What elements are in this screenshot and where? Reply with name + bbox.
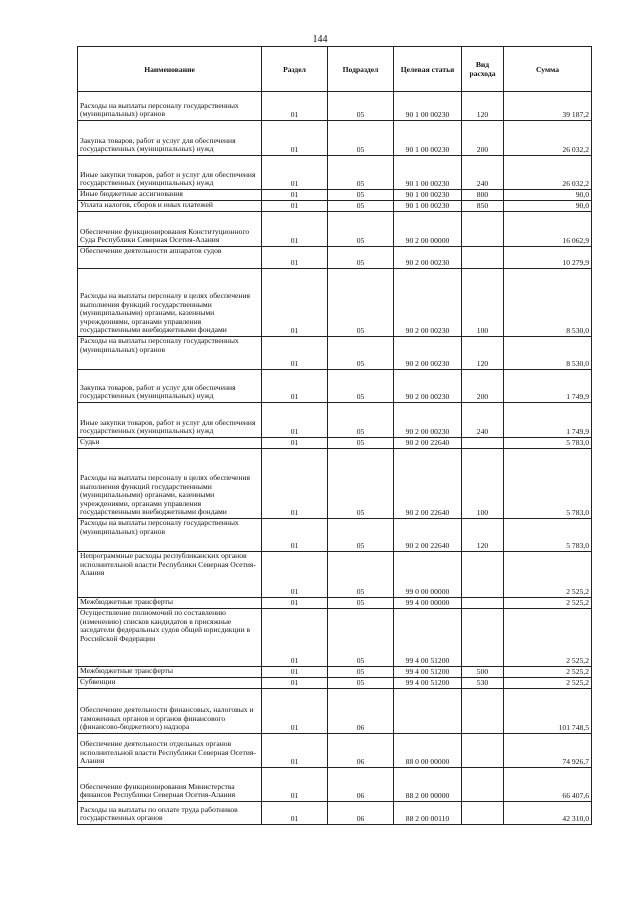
row-expense-type: 240 — [462, 156, 504, 190]
table-row — [78, 552, 592, 598]
row-expense-type — [462, 802, 504, 825]
row-expense-type: 120 — [462, 337, 504, 370]
row-name: Субвенции — [78, 678, 262, 689]
table-row — [78, 519, 592, 552]
row-subsection: 05 — [328, 438, 394, 449]
row-article: 88 0 00 00000 — [394, 734, 462, 768]
row-expense-type: 120 — [462, 92, 504, 121]
row-name: Обеспечение деятельности отдельных органов исполнительной власти Республики Северная Осетия-Алания — [78, 734, 262, 768]
row-name: Обеспечение деятельности аппаратов судов — [78, 247, 262, 269]
row-amount: 8 530,0 — [504, 269, 592, 337]
row-article: 88 2 00 00000 — [394, 768, 462, 802]
row-expense-type: 100 — [462, 449, 504, 519]
header-subsection: Подраздел — [328, 47, 394, 92]
table-header-row — [78, 47, 592, 92]
header-section: Раздел — [262, 47, 328, 92]
row-subsection: 05 — [328, 121, 394, 156]
row-article: 90 2 00 00230 — [394, 403, 462, 438]
table-row — [78, 201, 592, 212]
row-name: Обеспечение деятельности финансовых, налоговых и таможенных органов и органов финансового (финансово-бюджетного) надзора — [78, 689, 262, 734]
row-subsection: 05 — [328, 519, 394, 552]
row-subsection: 05 — [328, 269, 394, 337]
page-number: 144 — [312, 34, 328, 45]
row-name: Закупка товаров, работ и услуг для обеспечения государственных (муниципальных) нужд — [78, 121, 262, 156]
row-amount: 90,0 — [504, 201, 592, 212]
budget-table — [77, 46, 592, 825]
row-subsection: 05 — [328, 370, 394, 403]
row-subsection: 06 — [328, 734, 394, 768]
table-row — [78, 247, 592, 269]
table-row — [78, 802, 592, 825]
row-amount: 10 279,9 — [504, 247, 592, 269]
row-article — [394, 689, 462, 734]
row-subsection: 05 — [328, 201, 394, 212]
row-section: 01 — [262, 247, 328, 269]
row-section: 01 — [262, 734, 328, 768]
row-amount: 42 310,0 — [504, 802, 592, 825]
row-expense-type: 800 — [462, 190, 504, 201]
row-section: 01 — [262, 678, 328, 689]
row-name: Расходы на выплаты персоналу в целях обеспечения выполнения функций государственными (муниципальными) органами, казенными учреждениями, органами управления государственными внебюджетными фондами — [78, 269, 262, 337]
row-section: 01 — [262, 609, 328, 667]
row-expense-type — [462, 689, 504, 734]
row-amount: 26 032,2 — [504, 121, 592, 156]
row-section: 01 — [262, 552, 328, 598]
row-article: 99 4 00 00000 — [394, 598, 462, 609]
row-amount: 66 407,6 — [504, 768, 592, 802]
row-expense-type — [462, 552, 504, 598]
row-article: 90 2 00 22640 — [394, 519, 462, 552]
row-name: Уплата налогов, сборов и иных платежей — [78, 201, 262, 212]
table-row — [78, 678, 592, 689]
row-section: 01 — [262, 201, 328, 212]
row-section: 01 — [262, 449, 328, 519]
row-section: 01 — [262, 370, 328, 403]
row-expense-type — [462, 598, 504, 609]
row-article: 99 4 00 51200 — [394, 667, 462, 678]
table-row — [78, 370, 592, 403]
table-row — [78, 269, 592, 337]
row-article: 90 1 00 00230 — [394, 121, 462, 156]
row-amount: 1 749,9 — [504, 403, 592, 438]
table-row — [78, 598, 592, 609]
row-amount: 39 187,2 — [504, 92, 592, 121]
row-expense-type: 240 — [462, 403, 504, 438]
row-article: 90 2 00 00230 — [394, 337, 462, 370]
row-subsection: 05 — [328, 190, 394, 201]
row-name: Закупка товаров, работ и услуг для обеспечения государственных (муниципальных) нужд — [78, 370, 262, 403]
table-row — [78, 768, 592, 802]
row-article: 90 2 00 00230 — [394, 247, 462, 269]
row-amount: 5 783,0 — [504, 449, 592, 519]
row-amount: 101 748,5 — [504, 689, 592, 734]
table-row — [78, 403, 592, 438]
row-name: Осуществление полномочий по составлению (изменению) списков кандидатов в присяжные заседатели федеральных судов общей юрисдикции в Российской Федерации — [78, 609, 262, 667]
row-expense-type: 200 — [462, 370, 504, 403]
row-section: 01 — [262, 667, 328, 678]
row-section: 01 — [262, 92, 328, 121]
row-expense-type: 530 — [462, 678, 504, 689]
row-subsection: 05 — [328, 156, 394, 190]
row-name: Обеспечение функционирования Конституционного Суда Республики Северная Осетия-Алания — [78, 212, 262, 247]
row-article: 90 1 00 00230 — [394, 201, 462, 212]
row-expense-type: 500 — [462, 667, 504, 678]
row-article: 90 1 00 00230 — [394, 156, 462, 190]
row-name: Иные бюджетные ассигнования — [78, 190, 262, 201]
row-subsection: 05 — [328, 449, 394, 519]
row-name: Иные закупки товаров, работ и услуг для обеспечения государственных (муниципальных) нужд — [78, 403, 262, 438]
row-subsection: 06 — [328, 689, 394, 734]
row-amount: 2 525,2 — [504, 609, 592, 667]
row-section: 01 — [262, 598, 328, 609]
table-row — [78, 92, 592, 121]
table-body — [78, 92, 592, 825]
table-row — [78, 156, 592, 190]
row-section: 01 — [262, 212, 328, 247]
row-amount: 2 525,2 — [504, 678, 592, 689]
table-row — [78, 667, 592, 678]
row-subsection: 05 — [328, 552, 394, 598]
row-article: 90 1 00 00230 — [394, 92, 462, 121]
row-amount: 5 783,0 — [504, 519, 592, 552]
row-article: 88 2 00 00110 — [394, 802, 462, 825]
row-section: 01 — [262, 403, 328, 438]
row-name: Иные закупки товаров, работ и услуг для обеспечения государственных (муниципальных) нужд — [78, 156, 262, 190]
row-amount: 16 062,9 — [504, 212, 592, 247]
row-section: 01 — [262, 156, 328, 190]
header-amount: Сумма — [504, 47, 592, 92]
header-target-article: Целевая статья — [394, 47, 462, 92]
row-section: 01 — [262, 269, 328, 337]
row-expense-type: 100 — [462, 269, 504, 337]
row-expense-type — [462, 247, 504, 269]
row-subsection: 05 — [328, 247, 394, 269]
row-name: Непрограммные расходы республиканских органов исполнительной власти Республики Северная Осетия-Алания — [78, 552, 262, 598]
row-name: Расходы на выплаты персоналу государственных (муниципальных) органов — [78, 337, 262, 370]
row-name: Межбюджетные трансферты — [78, 598, 262, 609]
row-article: 99 4 00 51200 — [394, 609, 462, 667]
row-section: 01 — [262, 337, 328, 370]
row-amount: 26 032,2 — [504, 156, 592, 190]
header-name: Наименование — [78, 47, 262, 92]
row-name: Обеспечение функционирования Министерства финансов Республики Северная Осетия-Алания — [78, 768, 262, 802]
row-subsection: 05 — [328, 678, 394, 689]
row-name: Судьи — [78, 438, 262, 449]
row-expense-type — [462, 212, 504, 247]
row-section: 01 — [262, 519, 328, 552]
row-article: 90 2 00 00230 — [394, 370, 462, 403]
row-subsection: 05 — [328, 609, 394, 667]
row-section: 01 — [262, 802, 328, 825]
row-expense-type — [462, 768, 504, 802]
row-section: 01 — [262, 768, 328, 802]
row-article: 90 2 00 00000 — [394, 212, 462, 247]
table-row — [78, 121, 592, 156]
row-section: 01 — [262, 689, 328, 734]
table-row — [78, 212, 592, 247]
row-subsection: 05 — [328, 598, 394, 609]
row-expense-type — [462, 609, 504, 667]
table-row — [78, 190, 592, 201]
table-row — [78, 337, 592, 370]
row-article: 99 4 00 51200 — [394, 678, 462, 689]
row-article: 99 0 00 00000 — [394, 552, 462, 598]
row-section: 01 — [262, 121, 328, 156]
row-name: Расходы на выплаты персоналу государственных (муниципальных) органов — [78, 92, 262, 121]
row-article: 90 2 00 00230 — [394, 269, 462, 337]
row-amount: 90,0 — [504, 190, 592, 201]
row-section: 01 — [262, 190, 328, 201]
header-expense-type: Вид расхода — [462, 47, 504, 92]
row-amount: 2 525,2 — [504, 552, 592, 598]
row-amount: 1 749,9 — [504, 370, 592, 403]
row-expense-type: 200 — [462, 121, 504, 156]
table-row — [78, 609, 592, 667]
row-subsection: 06 — [328, 768, 394, 802]
table-row — [78, 689, 592, 734]
row-name: Расходы на выплаты по оплате труда работников государственных органов — [78, 802, 262, 825]
row-subsection: 05 — [328, 667, 394, 678]
row-expense-type — [462, 734, 504, 768]
row-name: Межбюджетные трансферты — [78, 667, 262, 678]
row-subsection: 06 — [328, 802, 394, 825]
row-expense-type: 120 — [462, 519, 504, 552]
row-subsection: 05 — [328, 92, 394, 121]
row-amount: 2 525,2 — [504, 667, 592, 678]
table-row — [78, 734, 592, 768]
row-amount: 2 525,2 — [504, 598, 592, 609]
row-section: 01 — [262, 438, 328, 449]
row-amount: 8 530,0 — [504, 337, 592, 370]
row-article: 90 2 00 22640 — [394, 438, 462, 449]
row-subsection: 05 — [328, 212, 394, 247]
table-row — [78, 438, 592, 449]
row-amount: 74 926,7 — [504, 734, 592, 768]
table-row — [78, 449, 592, 519]
row-subsection: 05 — [328, 403, 394, 438]
row-amount: 5 783,0 — [504, 438, 592, 449]
row-name: Расходы на выплаты персоналу в целях обеспечения выполнения функций государственными (муниципальными) органами, казенными учреждениями, органами управления государственными внебюджетными фондами — [78, 449, 262, 519]
row-article: 90 1 00 00230 — [394, 190, 462, 201]
row-expense-type: 850 — [462, 201, 504, 212]
row-expense-type — [462, 438, 504, 449]
row-subsection: 05 — [328, 337, 394, 370]
row-name: Расходы на выплаты персоналу государственных (муниципальных) органов — [78, 519, 262, 552]
row-article: 90 2 00 22640 — [394, 449, 462, 519]
